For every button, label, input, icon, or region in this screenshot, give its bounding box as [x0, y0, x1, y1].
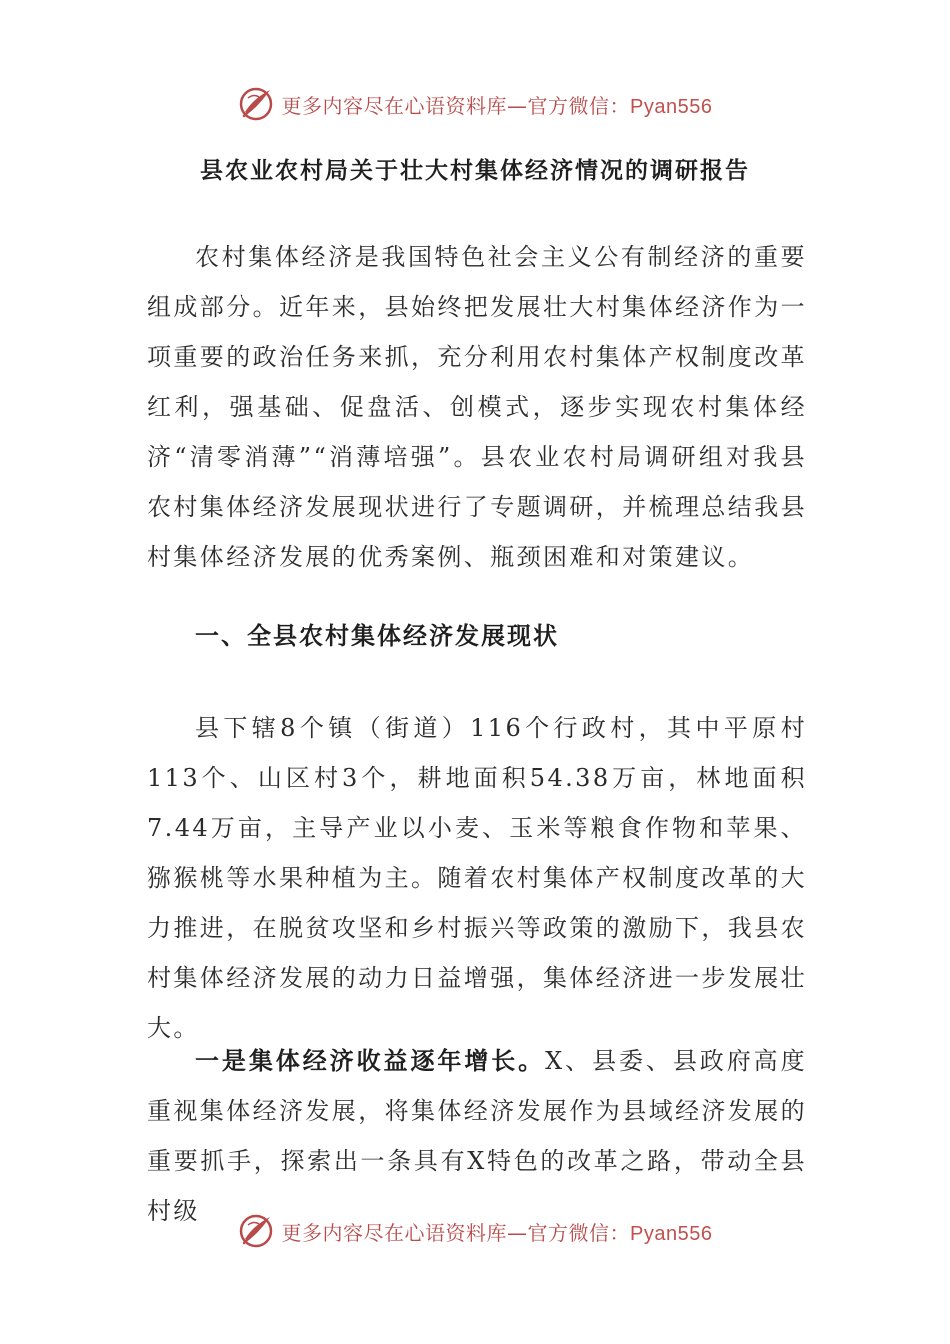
- intro-paragraph: 农村集体经济是我国特色社会主义公有制经济的重要组成部分。近年来，县始终把发展壮大村集体经济作为一项重要的政治任务来抓，充分利用农村集体产权制度改革红利，强基础、促盘活、创模式，逐步实现农村集体经济“清零消薄”“消薄培强”。县农业农村局调研组对我县农村集体经济发展现状进行了专题调研，并梳理总结我县村集体经济发展的优秀案例、瓶颈困难和对策建议。: [147, 243, 807, 571]
- banner-wechat-id: Pyan556: [630, 95, 713, 118]
- header-banner: [0, 82, 950, 126]
- quill-logo-icon: [238, 1213, 274, 1249]
- quill-logo-icon: [238, 86, 274, 122]
- point-lead: 一是集体经济收益逐年增长。: [195, 1046, 546, 1075]
- point-text: X、县委、县政府高度重视集体经济发展，将集体经济发展作为县域经济发展的重要抓手，探索出一条具有X特色的改革之路，带动全县村级: [147, 1047, 807, 1225]
- banner-main-text: 更多内容尽在心语资料库—官方微信：: [281, 1220, 631, 1245]
- banner-main-text: 更多内容尽在心语资料库—官方微信：: [281, 93, 631, 118]
- banner-text: [282, 90, 713, 119]
- footer-banner: [0, 1209, 950, 1253]
- banner-text: [282, 1217, 713, 1246]
- document-title: 县农业农村局关于壮大村集体经济情况的调研报告: [200, 157, 750, 184]
- section-heading: 一、全县农村集体经济发展现状: [195, 621, 559, 650]
- banner-wechat-id: Pyan556: [630, 1222, 713, 1245]
- point-paragraph: [147, 1036, 807, 1236]
- section-paragraph: 县下辖8个镇（街道）116个行政村，其中平原村113个、山区村3个，耕地面积54.38万亩，林地面积7.44万亩，主导产业以小麦、玉米等粮食作物和苹果、猕猴桃等水果种植为主。随着农村集体产权制度改革的大力推进，在脱贫攻坚和乡村振兴等政策的激励下，我县农村集体经济发展的动力日益增强，集体经济进一步发展壮大。: [147, 714, 807, 1042]
